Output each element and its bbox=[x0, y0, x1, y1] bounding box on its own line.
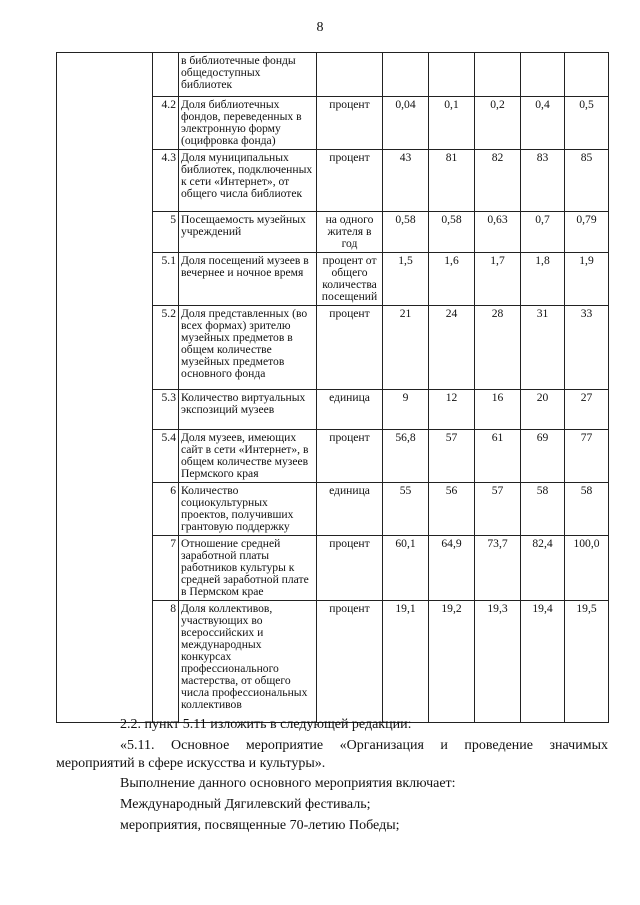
value-cell: 58 bbox=[565, 483, 609, 536]
value-cell: 69 bbox=[521, 430, 565, 483]
value-cell: 0,1 bbox=[429, 97, 475, 150]
unit-cell: процент bbox=[317, 536, 383, 601]
paragraph-quote: «5.11. Основное мероприятие «Организация и проведение значимых мероприятий в сфере искусства и культуры». bbox=[56, 738, 608, 771]
value-cell: 9 bbox=[383, 390, 429, 430]
row-number: 5.1 bbox=[153, 253, 179, 306]
value-cell: 57 bbox=[475, 483, 521, 536]
value-cell: 19,1 bbox=[383, 601, 429, 723]
value-cell: 19,5 bbox=[565, 601, 609, 723]
indicators-table bbox=[56, 52, 609, 723]
value-cell bbox=[475, 53, 521, 97]
unit-cell: единица bbox=[317, 483, 383, 536]
value-cell: 60,1 bbox=[383, 536, 429, 601]
value-cell: 1,8 bbox=[521, 253, 565, 306]
unit-cell: процент от общего количества посещений bbox=[317, 253, 383, 306]
row-number: 5 bbox=[153, 212, 179, 253]
value-cell: 20 bbox=[521, 390, 565, 430]
value-cell: 55 bbox=[383, 483, 429, 536]
value-cell: 27 bbox=[565, 390, 609, 430]
indicator-name: Количество виртуальных экспозиций музеев bbox=[179, 390, 317, 430]
row-number: 8 bbox=[153, 601, 179, 723]
value-cell: 82 bbox=[475, 150, 521, 212]
row-number: 4.2 bbox=[153, 97, 179, 150]
value-cell: 0,2 bbox=[475, 97, 521, 150]
table-body bbox=[57, 53, 609, 723]
indicator-name: Доля музеев, имеющих сайт в сети «Интернет», в общем количестве музеев Пермского края bbox=[179, 430, 317, 483]
unit-cell: единица bbox=[317, 390, 383, 430]
row-number: 5.2 bbox=[153, 306, 179, 390]
indicator-name: Количество социокультурных проектов, получивших грантовую поддержку bbox=[179, 483, 317, 536]
value-cell: 73,7 bbox=[475, 536, 521, 601]
value-cell: 0,04 bbox=[383, 97, 429, 150]
table-row bbox=[57, 53, 609, 97]
blank-column bbox=[57, 53, 153, 723]
indicator-name: Доля библиотечных фондов, переведенных в электронную форму (оцифровка фонда) bbox=[179, 97, 317, 150]
value-cell: 64,9 bbox=[429, 536, 475, 601]
list-item: Международный Дягилевский фестиваль; bbox=[120, 797, 371, 812]
value-cell: 43 bbox=[383, 150, 429, 212]
indicator-name: Доля посещений музеев в вечернее и ночное время bbox=[179, 253, 317, 306]
indicator-name: Доля коллективов, участвующих во всероссийских и международных конкурсах профессионального мастерства, от общего числа профессиональных коллективов bbox=[179, 601, 317, 723]
value-cell: 28 bbox=[475, 306, 521, 390]
value-cell: 83 bbox=[521, 150, 565, 212]
value-cell: 16 bbox=[475, 390, 521, 430]
value-cell: 19,2 bbox=[429, 601, 475, 723]
indicator-name: Посещаемость музейных учреждений bbox=[179, 212, 317, 253]
indicator-name: в библиотечные фонды общедоступных библиотек bbox=[179, 53, 317, 97]
value-cell: 21 bbox=[383, 306, 429, 390]
value-cell bbox=[521, 53, 565, 97]
value-cell: 85 bbox=[565, 150, 609, 212]
value-cell: 56,8 bbox=[383, 430, 429, 483]
value-cell: 57 bbox=[429, 430, 475, 483]
row-number: 5.4 bbox=[153, 430, 179, 483]
row-number: 7 bbox=[153, 536, 179, 601]
value-cell: 56 bbox=[429, 483, 475, 536]
paragraph-includes: Выполнение данного основного мероприятия включает: bbox=[120, 776, 456, 791]
unit-cell: процент bbox=[317, 601, 383, 723]
row-number: 4.3 bbox=[153, 150, 179, 212]
value-cell: 33 bbox=[565, 306, 609, 390]
value-cell: 0,4 bbox=[521, 97, 565, 150]
page-number: 8 bbox=[316, 20, 324, 35]
value-cell: 1,6 bbox=[429, 253, 475, 306]
value-cell: 0,58 bbox=[429, 212, 475, 253]
row-number: 5.3 bbox=[153, 390, 179, 430]
unit-cell bbox=[317, 53, 383, 97]
value-cell: 0,5 bbox=[565, 97, 609, 150]
value-cell: 77 bbox=[565, 430, 609, 483]
value-cell: 0,63 bbox=[475, 212, 521, 253]
value-cell: 100,0 bbox=[565, 536, 609, 601]
value-cell: 61 bbox=[475, 430, 521, 483]
row-number: 6 bbox=[153, 483, 179, 536]
row-number bbox=[153, 53, 179, 97]
unit-cell: на одного жителя в год bbox=[317, 212, 383, 253]
unit-cell: процент bbox=[317, 150, 383, 212]
indicator-name: Доля муниципальных библиотек, подключенных к сети «Интернет», от общего числа библиотек bbox=[179, 150, 317, 212]
value-cell: 0,7 bbox=[521, 212, 565, 253]
value-cell bbox=[429, 53, 475, 97]
value-cell: 1,7 bbox=[475, 253, 521, 306]
value-cell: 0,58 bbox=[383, 212, 429, 253]
value-cell: 81 bbox=[429, 150, 475, 212]
value-cell: 19,4 bbox=[521, 601, 565, 723]
value-cell: 1,9 bbox=[565, 253, 609, 306]
unit-cell: процент bbox=[317, 430, 383, 483]
value-cell bbox=[383, 53, 429, 97]
value-cell: 31 bbox=[521, 306, 565, 390]
value-cell: 0,79 bbox=[565, 212, 609, 253]
value-cell: 58 bbox=[521, 483, 565, 536]
indicator-name: Отношение средней заработной платы работников культуры к средней заработной плате в Пермском крае bbox=[179, 536, 317, 601]
list-item: мероприятия, посвященные 70-летию Победы; bbox=[120, 818, 400, 833]
value-cell: 24 bbox=[429, 306, 475, 390]
value-cell: 19,3 bbox=[475, 601, 521, 723]
unit-cell: процент bbox=[317, 306, 383, 390]
value-cell: 82,4 bbox=[521, 536, 565, 601]
value-cell bbox=[565, 53, 609, 97]
value-cell: 1,5 bbox=[383, 253, 429, 306]
value-cell: 12 bbox=[429, 390, 475, 430]
paragraph-amendment: 2.2. пункт 5.11 изложить в следующей редакции: bbox=[120, 717, 412, 732]
unit-cell: процент bbox=[317, 97, 383, 150]
indicator-name: Доля представленных (во всех формах) зрителю музейных предметов в общем количестве музейных предметов основного фонда bbox=[179, 306, 317, 390]
